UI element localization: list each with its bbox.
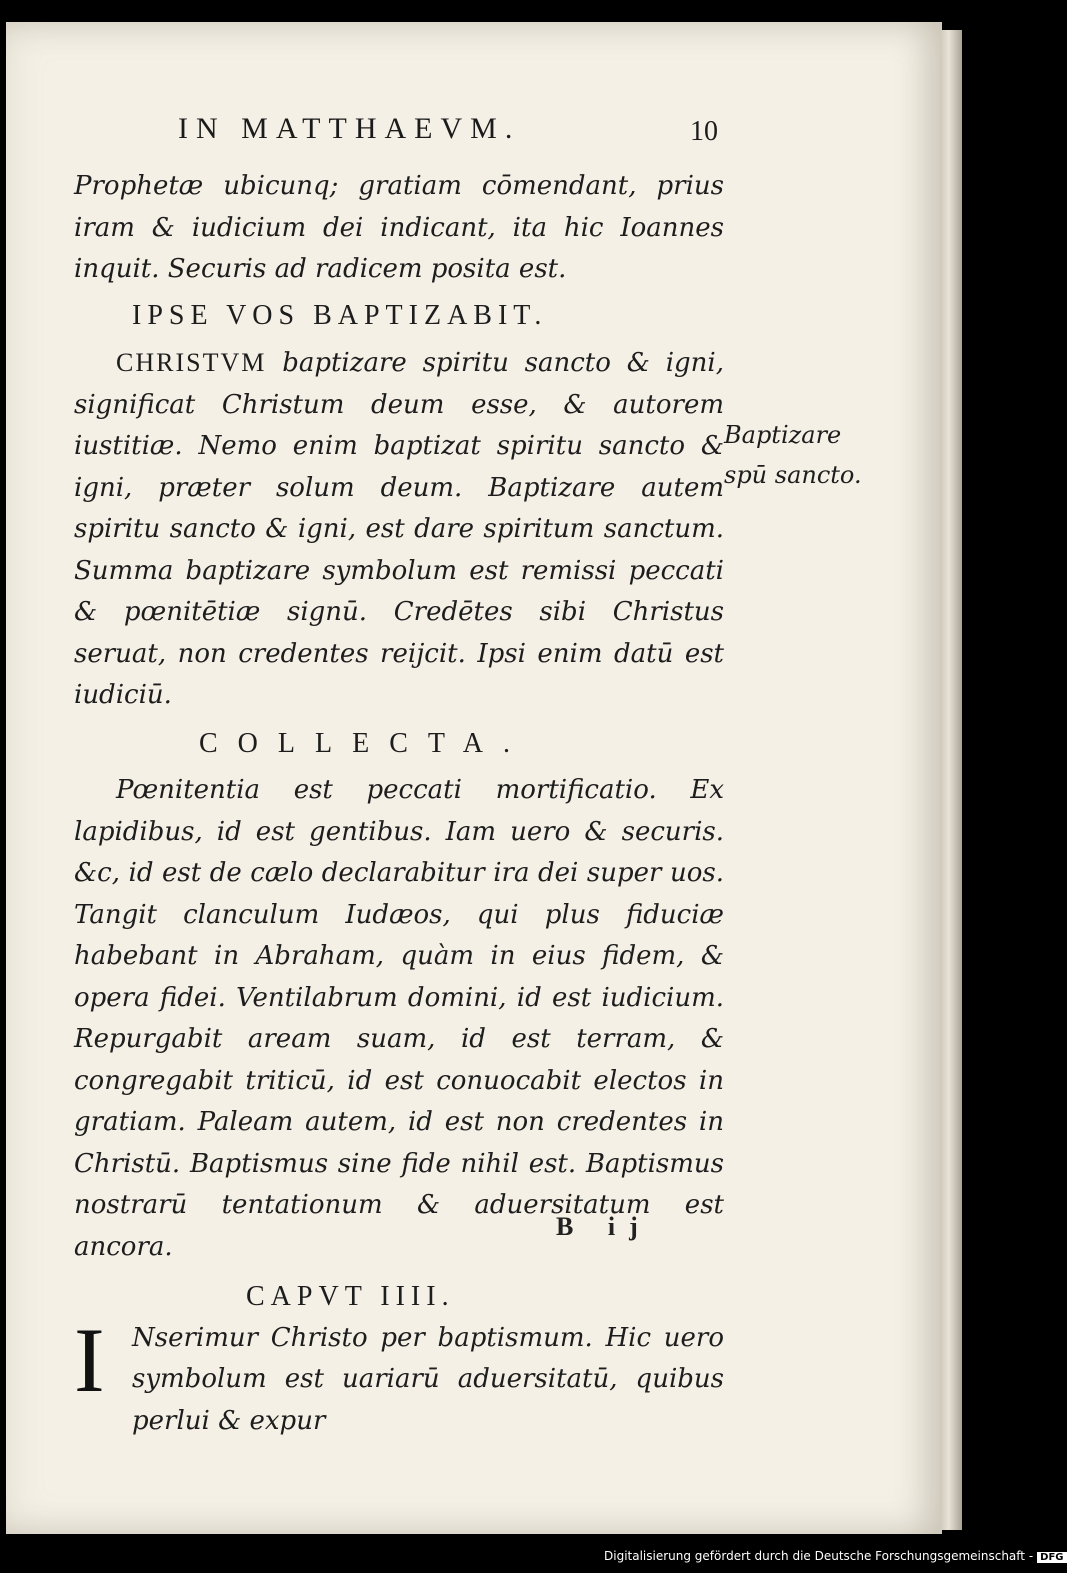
paragraph-4 (74, 1308, 724, 1443)
footer-credit (604, 1549, 1064, 1569)
drop-cap: I (74, 1308, 105, 1411)
section-heading-collecta: COLLECTA. (199, 727, 530, 759)
signature-mark: B ij (556, 1212, 652, 1241)
paragraph-4-text: Nserimur Christo per baptismum. Hic uero symbolum est uariarū aduersitatū, quibus perlui & expur (132, 1322, 724, 1436)
marginal-note: Baptizare spū sancto. (724, 421, 862, 489)
paragraph-2-lead: CHRISTVM (116, 348, 267, 377)
main-text-block (74, 166, 724, 1442)
folio-number: 10 (690, 116, 718, 147)
paragraph-2-text: baptizare spiritu sancto & igni, significat Christum deum esse, & autorem iustitiæ. Nemo enim baptizat spiritu sancto & igni, præter solum deum. Baptizare autem spiritu sancto & igni, est dare spiritum sanctum. Summa baptizare symbolum est remissi peccati & pœnitētiæ signū. Credētes sibi Christus seruat, non credentes reijcit. Ipsi enim datū est iudiciū. (74, 348, 724, 710)
footer-text: Digitalisierung gefördert durch die Deutsche Forschungsgemeinschaft - (604, 1549, 1034, 1563)
paragraph-3: Pœnitentia est peccati mortificatio. Ex lapidibus, id est gentibus. Iam uero & securis. &c, id est de cælo declarabitur ira dei super uos. Tangit clanculum Iudæos, qui plus fiduciæ habebant in Abraham, quàm in eius fidem, & opera fidei. Ventilabrum domini, id est iudicium. Repurgabit aream suam, id est terram, & congregabit triticū, id est conuocabit electos in gratiam. Paleam autem, id est non credentes in Christū. Baptismus sine fide nihil est. Baptismus nostrarū tentationum & aduersitatum est ancora. (74, 775, 724, 1262)
paragraph-1: Prophetæ ubicunq; gratiam cōmendant, prius iram & iudicium dei indicant, ita hic Ioannes inquit. Securis ad radicem posita est. (74, 171, 724, 284)
section-heading-ipse: IPSE VOS BAPTIZABIT. (132, 299, 548, 331)
page-edge (940, 30, 962, 1530)
chapter-heading: CAPVT IIII. (246, 1281, 455, 1312)
running-head: IN MATTHAEVM. (178, 112, 521, 145)
dfg-logo: DFG (1037, 1552, 1066, 1563)
paragraph-2 (74, 342, 724, 717)
